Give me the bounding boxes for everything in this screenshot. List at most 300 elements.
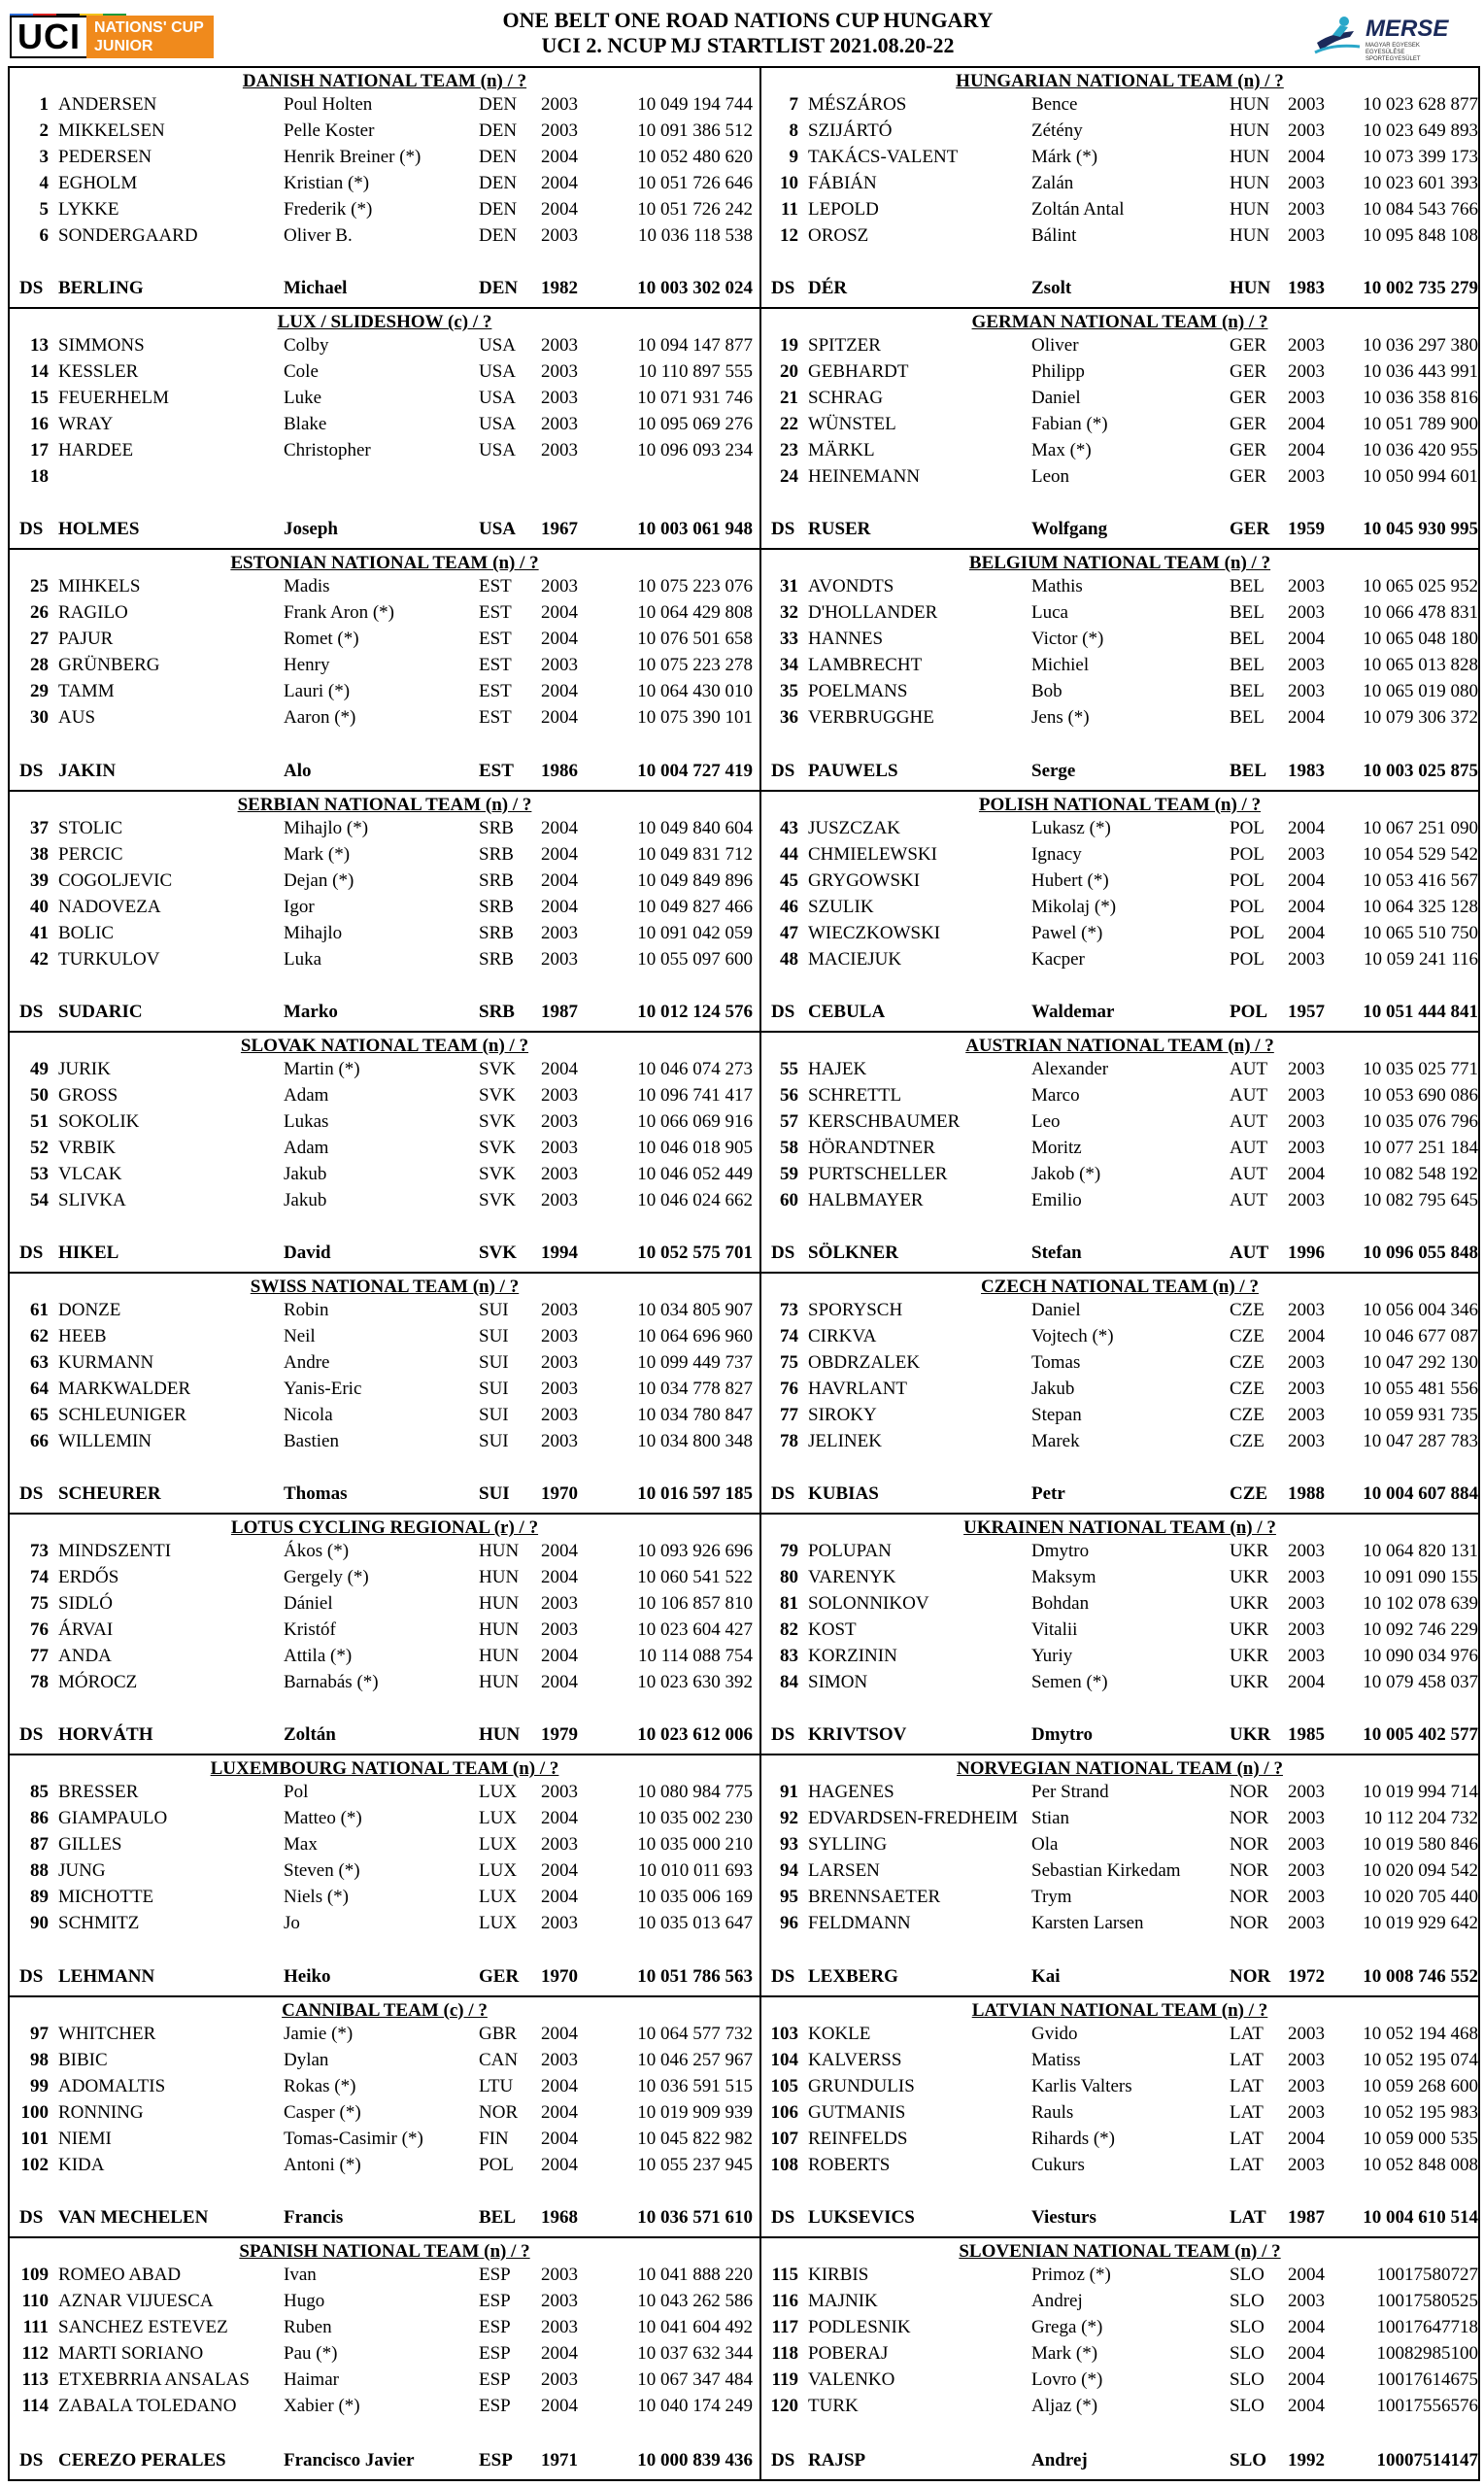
rider-birthyear: 2004 (541, 1541, 578, 1562)
ds-lastname: DÉR (808, 278, 848, 299)
rider-uci-id: 10 064 820 131 (1363, 1541, 1478, 1562)
rider-firstname: Andre (284, 1351, 330, 1373)
rider-birthyear: 2003 (541, 1189, 578, 1210)
rider-number: 75 (780, 1351, 798, 1373)
ds-nation: GER (479, 1965, 520, 1987)
rider-lastname: SPITZER (808, 335, 881, 357)
rider-row (10, 1669, 759, 1695)
rider-row (761, 2047, 1478, 2073)
rider-firstname: Max (*) (1031, 440, 1092, 461)
rider-birthyear: 2003 (1288, 466, 1325, 488)
rider-firstname: Blake (284, 414, 327, 435)
rider-number: 18 (30, 466, 49, 488)
rider-lastname: MÉSZÁROS (808, 94, 907, 115)
rider-firstname: Matteo (*) (284, 1808, 362, 1829)
rider-birthyear: 2004 (541, 2128, 578, 2149)
ds-uci-id: 10 051 444 841 (1363, 1001, 1478, 1022)
rider-lastname: COGOLJEVIC (58, 869, 173, 891)
rider-nation: ESP (479, 2316, 511, 2337)
rider-uci-id: 10 020 705 440 (1363, 1887, 1478, 1908)
rider-nation: USA (479, 361, 517, 383)
rider-firstname: Xabier (*) (284, 2395, 360, 2416)
rider-nation: BEL (1230, 602, 1265, 624)
ds-uci-id: 10 003 025 875 (1363, 760, 1478, 781)
rider-uci-id: 10 034 780 847 (637, 1404, 753, 1425)
rider-number: 9 (789, 147, 798, 167)
rider-nation: POL (1230, 869, 1265, 891)
rider-nation: DEN (479, 225, 518, 246)
rider-birthyear: 2003 (541, 1378, 578, 1399)
rider-number: 74 (30, 1567, 49, 1588)
rider-number: 47 (780, 922, 798, 943)
rider-row (10, 652, 759, 678)
rider-lastname: SZULIK (808, 896, 874, 917)
ds-nation: BEL (479, 2206, 517, 2228)
rider-number: 93 (780, 1834, 798, 1856)
rider-uci-id: 10 096 093 234 (637, 440, 753, 461)
rider-uci-id: 10 075 390 101 (637, 707, 753, 729)
rider-firstname: Aljaz (*) (1031, 2395, 1098, 2416)
rider-birthyear: 2003 (1288, 1619, 1325, 1641)
rider-row (761, 2262, 1478, 2288)
rider-uci-id: 10 073 399 173 (1363, 147, 1478, 167)
rider-firstname: Sebastian Kirkedam (1031, 1860, 1181, 1882)
rider-row (761, 1297, 1478, 1323)
rider-lastname: SIMMONS (58, 335, 145, 357)
team-title-text: SLOVENIAN NATIONAL TEAM (n) / ? (959, 2240, 1281, 2262)
rider-lastname: KOKLE (808, 2023, 871, 2044)
rider-number: 57 (780, 1110, 798, 1132)
rider-uci-id: 10 064 430 010 (637, 681, 753, 702)
rider-uci-id: 10 076 501 658 (637, 629, 753, 650)
rider-birthyear: 2003 (541, 120, 578, 141)
sports-director (761, 1721, 1478, 1748)
rider-number: 58 (780, 1137, 798, 1158)
rider-lastname: MARTI SORIANO (58, 2342, 204, 2364)
rider-firstname: Yanis-Eric (284, 1378, 362, 1399)
rider-uci-id: 10017647718 (1376, 2316, 1478, 2337)
ds-birthyear: 1959 (1288, 519, 1325, 540)
rider-row (10, 144, 759, 170)
sports-director (761, 999, 1478, 1025)
rider-birthyear: 2003 (1288, 361, 1325, 383)
ds-nation: SUI (479, 1483, 510, 1505)
rider-lastname: GROSS (58, 1084, 118, 1106)
team-title (10, 2242, 759, 2262)
rider-row (761, 946, 1478, 972)
rider-uci-id: 10 053 690 086 (1363, 1084, 1478, 1106)
rider-nation: HUN (479, 1567, 520, 1588)
team-title (761, 796, 1478, 815)
ds-label: DS (771, 1242, 795, 1263)
rider-lastname: AVONDTS (808, 576, 894, 597)
rider-lastname: HANNES (808, 629, 884, 650)
team-title-text: POLISH NATIONAL TEAM (n) / ? (978, 794, 1262, 815)
rider-lastname: MAJNIK (808, 2290, 878, 2311)
rider-uci-id: 10 049 194 744 (637, 94, 753, 115)
rider-birthyear: 2003 (541, 361, 578, 383)
ds-uci-id: 10 045 930 995 (1363, 519, 1478, 540)
ds-birthyear: 1968 (541, 2206, 578, 2228)
rider-birthyear: 2003 (1288, 576, 1325, 597)
rider-lastname: MIKKELSEN (58, 120, 165, 141)
ds-label: DS (19, 1242, 44, 1263)
rider-number: 101 (20, 2128, 49, 2149)
rider-nation: ESP (479, 2264, 511, 2285)
rider-lastname: SIMON (808, 1672, 868, 1693)
rider-nation: GER (1230, 335, 1266, 357)
rider-row (10, 1161, 759, 1187)
team-title-text: LOTUS CYCLING REGIONAL (r) / ? (230, 1517, 539, 1539)
rider-nation: AUT (1230, 1058, 1268, 1079)
rider-birthyear: 2004 (541, 817, 578, 838)
ds-birthyear: 1957 (1288, 1001, 1325, 1022)
ds-row (761, 758, 1478, 784)
rider-nation: SVK (479, 1058, 517, 1079)
rider-birthyear: 2003 (1288, 602, 1325, 624)
rider-firstname: Henrik Breiner (*) (284, 147, 422, 167)
ds-firstname: Andrej (1031, 2449, 1088, 2470)
ds-uci-id: 10007514147 (1376, 2449, 1478, 2470)
rider-row (10, 1323, 759, 1349)
rider-nation: SRB (479, 817, 514, 838)
rider-lastname: KALVERSS (808, 2049, 902, 2070)
rider-row (10, 1643, 759, 1669)
rider-row (10, 2288, 759, 2314)
rider-birthyear: 2004 (1288, 147, 1325, 167)
rider-nation: DEN (479, 94, 518, 115)
rider-firstname: Leo (1031, 1110, 1061, 1132)
team-title-text: SLOVAK NATIONAL TEAM (n) / ? (240, 1035, 529, 1056)
rider-number: 10 (780, 173, 798, 193)
rider-lastname: LARSEN (808, 1860, 880, 1882)
sports-director (761, 516, 1478, 542)
rider-firstname: Jo (284, 1913, 300, 1934)
rider-nation: BEL (1230, 655, 1265, 676)
ds-uci-id: 10 096 055 848 (1363, 1242, 1478, 1263)
ds-birthyear: 1988 (1288, 1483, 1325, 1505)
ds-row (761, 1481, 1478, 1507)
rider-lastname: POELMANS (808, 681, 908, 702)
rider-birthyear: 2004 (541, 1808, 578, 1829)
rider-nation: HUN (1230, 147, 1270, 167)
rider-firstname: Stian (1031, 1808, 1070, 1829)
ds-birthyear: 1970 (541, 1483, 578, 1505)
rider-row (761, 358, 1478, 385)
team-title (761, 554, 1478, 573)
rider-row (10, 1082, 759, 1108)
rider-number: 52 (30, 1137, 49, 1158)
team-block (761, 1274, 1478, 1515)
sports-director (10, 1721, 759, 1748)
ds-label: DS (771, 1483, 795, 1505)
rider-nation: EST (479, 707, 512, 729)
ds-firstname: Heiko (284, 1965, 331, 1987)
rider-firstname: Ákos (*) (284, 1541, 350, 1562)
team-title-text: DANISH NATIONAL TEAM (n) / ? (242, 71, 527, 91)
rider-firstname: Karlis Valters (1031, 2075, 1132, 2096)
ds-lastname: HIKEL (58, 1242, 119, 1263)
rider-uci-id: 10 019 994 714 (1363, 1782, 1478, 1803)
rider-firstname: Henry (284, 655, 330, 676)
ds-row (10, 2204, 759, 2231)
sports-director (10, 999, 759, 1025)
rider-number: 24 (780, 466, 798, 488)
rider-nation: HUN (1230, 199, 1270, 220)
rider-birthyear: 2003 (1288, 843, 1325, 865)
rider-row (761, 1538, 1478, 1564)
rider-firstname: Oliver B. (284, 225, 353, 246)
rider-number: 59 (780, 1163, 798, 1184)
rider-number: 99 (30, 2075, 49, 2096)
rider-birthyear: 2003 (1288, 2101, 1325, 2123)
ds-uci-id: 10 023 612 006 (637, 1724, 753, 1746)
rider-number: 11 (781, 199, 798, 220)
ds-birthyear: 1986 (541, 760, 578, 781)
team-title (761, 1278, 1478, 1297)
rider-birthyear: 2004 (1288, 2316, 1325, 2337)
rider-nation: EST (479, 576, 512, 597)
rider-row (10, 437, 759, 463)
rider-row (10, 2099, 759, 2126)
rider-row (761, 599, 1478, 626)
rider-birthyear: 2003 (541, 948, 578, 970)
rider-number: 40 (30, 896, 49, 917)
rider-nation: USA (479, 388, 517, 409)
rider-row (761, 1402, 1478, 1428)
rider-birthyear: 2003 (541, 1110, 578, 1132)
ds-uci-id: 10 003 061 948 (637, 519, 753, 540)
rider-nation: BEL (1230, 707, 1265, 729)
rider-uci-id: 10 059 241 116 (1363, 948, 1478, 970)
rider-lastname: SLIVKA (58, 1189, 126, 1210)
rider-nation: USA (479, 335, 517, 357)
rider-firstname: Leon (1031, 466, 1070, 488)
rider-nation: SLO (1230, 2316, 1265, 2337)
team-title (761, 313, 1478, 332)
rider-number: 107 (770, 2128, 798, 2149)
rider-number: 90 (30, 1913, 49, 1934)
sports-director (761, 2204, 1478, 2231)
rider-nation: ESP (479, 2342, 511, 2364)
rider-uci-id: 10 036 443 991 (1363, 361, 1478, 383)
rider-number: 51 (30, 1110, 49, 1132)
rider-number: 38 (30, 843, 49, 865)
rider-birthyear: 2003 (541, 1325, 578, 1346)
rider-firstname: Luka (284, 948, 322, 970)
rider-uci-id: 10 041 604 492 (637, 2316, 753, 2337)
ds-row (761, 516, 1478, 542)
rider-nation: NOR (1230, 1913, 1269, 1934)
rider-firstname: Mathis (1031, 576, 1083, 597)
rider-lastname: SIDLÓ (58, 1593, 113, 1615)
rider-row (10, 2152, 759, 2178)
rider-uci-id: 10 064 325 128 (1363, 896, 1478, 917)
ds-row (761, 1963, 1478, 1990)
rider-birthyear: 2004 (541, 1672, 578, 1693)
rider-birthyear: 2004 (541, 896, 578, 917)
rider-number: 5 (39, 199, 49, 220)
rider-nation: SRB (479, 948, 514, 970)
rider-number: 60 (780, 1189, 798, 1210)
ds-lastname: KUBIAS (808, 1483, 879, 1505)
rider-number: 82 (780, 1619, 798, 1641)
rider-firstname: Colby (284, 335, 329, 357)
sports-director (761, 2447, 1478, 2473)
rider-number: 116 (771, 2290, 798, 2311)
rider-birthyear: 2004 (541, 707, 578, 729)
rider-nation: USA (479, 414, 517, 435)
ds-uci-id: 10 052 575 701 (637, 1242, 753, 1263)
rider-lastname: ANDERSEN (58, 94, 157, 115)
rider-birthyear: 2003 (541, 1619, 578, 1641)
rider-nation: SVK (479, 1084, 517, 1106)
rider-number: 45 (780, 869, 798, 891)
rider-uci-id: 10 091 042 059 (637, 922, 753, 943)
rider-row (10, 573, 759, 599)
ds-label: DS (19, 1001, 44, 1022)
rider-firstname: Kristóf (284, 1619, 336, 1641)
rider-nation: BEL (1230, 629, 1265, 650)
rider-number: 89 (30, 1887, 49, 1908)
ds-uci-id: 10 051 786 563 (637, 1965, 753, 1987)
rider-lastname: TAKÁCS-VALENT (808, 147, 959, 167)
rider-birthyear: 2003 (1288, 1593, 1325, 1615)
rider-firstname: Mihajlo (284, 922, 343, 943)
rider-row (10, 1564, 759, 1590)
rider-nation: SLO (1230, 2290, 1265, 2311)
rider-lastname: WRAY (58, 414, 114, 435)
ds-uci-id: 10 004 607 884 (1363, 1483, 1478, 1505)
rider-birthyear: 2003 (541, 388, 578, 409)
rider-firstname: Lauri (*) (284, 681, 351, 702)
rider-row (761, 2073, 1478, 2099)
rider-birthyear: 2003 (541, 1430, 578, 1451)
rider-uci-id: 10 051 789 900 (1363, 414, 1478, 435)
rider-row (10, 1538, 759, 1564)
rider-lastname: JELINEK (808, 1430, 882, 1451)
rider-firstname: Grega (*) (1031, 2316, 1103, 2337)
rider-row (10, 815, 759, 841)
rider-birthyear: 2003 (1288, 1860, 1325, 1882)
ds-lastname: RUSER (808, 519, 871, 540)
rider-row (10, 1857, 759, 1884)
rider-nation: LAT (1230, 2128, 1264, 2149)
rider-row (761, 2393, 1478, 2419)
rider-row (10, 678, 759, 704)
rider-birthyear: 2004 (541, 2023, 578, 2044)
rider-number: 85 (30, 1782, 49, 1803)
ds-label: DS (771, 2206, 795, 2228)
rider-row (10, 704, 759, 731)
team-title-text: SWISS NATIONAL TEAM (n) / ? (250, 1276, 520, 1297)
rider-uci-id: 10 036 358 816 (1363, 388, 1478, 409)
rider-firstname: Jens (*) (1031, 707, 1090, 729)
team-block (10, 2238, 761, 2479)
ds-firstname: Joseph (284, 519, 338, 540)
sports-director (10, 275, 759, 301)
rider-nation: GER (1230, 466, 1266, 488)
ds-nation: SLO (1230, 2449, 1267, 2470)
sports-director (10, 2447, 759, 2473)
team-title-text: GERMAN NATIONAL TEAM (n) / ? (971, 312, 1268, 333)
uci-logo (10, 16, 214, 58)
rider-lastname: KESSLER (58, 361, 139, 383)
ds-label: DS (771, 1724, 795, 1746)
rider-number: 15 (30, 388, 49, 409)
rider-lastname: PODLESNIK (808, 2316, 911, 2337)
rider-nation: NOR (1230, 1782, 1269, 1803)
ds-birthyear: 1992 (1288, 2449, 1325, 2470)
rider-uci-id: 10 093 926 696 (637, 1541, 753, 1562)
rider-number: 87 (30, 1834, 49, 1856)
ds-nation: POL (1230, 1001, 1268, 1022)
rider-birthyear: 2003 (541, 1782, 578, 1803)
rider-number: 44 (780, 843, 798, 865)
rider-uci-id: 10 102 078 639 (1363, 1593, 1478, 1615)
rider-lastname: JURIK (58, 1058, 111, 1079)
rider-uci-id: 10 023 628 877 (1363, 94, 1478, 115)
rider-lastname: MÄRKL (808, 440, 875, 461)
ds-nation: HUN (1230, 278, 1271, 299)
rider-nation: ESP (479, 2290, 511, 2311)
rider-uci-id: 10 036 118 538 (637, 225, 753, 246)
rider-lastname: PURTSCHELLER (808, 1163, 948, 1184)
rider-lastname: PAJUR (58, 629, 114, 650)
rider-birthyear: 2003 (1288, 655, 1325, 676)
rider-nation: UKR (1230, 1593, 1269, 1615)
rider-lastname (58, 463, 284, 490)
rider-nation: POL (1230, 817, 1265, 838)
ds-firstname: Viesturs (1031, 2206, 1096, 2228)
rider-firstname: Tomas-Casimir (*) (284, 2128, 423, 2149)
rider-lastname: MINDSZENTI (58, 1541, 172, 1562)
rider-lastname: ANDA (58, 1646, 112, 1667)
ds-firstname: Wolfgang (1031, 519, 1108, 540)
rider-uci-id: 10 059 931 735 (1363, 1404, 1478, 1425)
rider-number: 106 (770, 2101, 798, 2123)
rider-row (10, 1910, 759, 1936)
rider-uci-id: 10 056 004 346 (1363, 1299, 1478, 1320)
rider-nation: EST (479, 629, 512, 650)
uci-logo-subtitle: NATIONS' CUP JUNIOR (86, 16, 214, 58)
rider-uci-id: 10 064 696 960 (637, 1325, 753, 1346)
rider-nation: HUN (1230, 225, 1270, 246)
rider-birthyear: 2003 (541, 94, 578, 115)
rider-birthyear: 2004 (1288, 896, 1325, 917)
rider-row (10, 91, 759, 118)
rider-row (761, 1135, 1478, 1161)
rider-nation: SRB (479, 896, 514, 917)
ds-firstname: Zoltán (284, 1724, 336, 1746)
rider-birthyear: 2003 (541, 1913, 578, 1934)
rider-number: 111 (22, 2316, 49, 2337)
rider-number: 3 (39, 147, 49, 167)
rider-firstname: Cukurs (1031, 2154, 1085, 2175)
rider-firstname: Steven (*) (284, 1860, 360, 1882)
ds-birthyear: 1983 (1288, 278, 1325, 299)
rider-birthyear: 2003 (1288, 1378, 1325, 1399)
ds-label: DS (19, 760, 44, 781)
rider-nation: SUI (479, 1378, 509, 1399)
merse-logo (1311, 14, 1457, 62)
team-block (10, 309, 761, 550)
rider-uci-id: 10 094 147 877 (637, 335, 753, 357)
rider-uci-id: 10 067 347 484 (637, 2368, 753, 2390)
rider-row (761, 1187, 1478, 1213)
team-block (761, 309, 1478, 550)
ds-lastname: VAN MECHELEN (58, 2206, 209, 2228)
